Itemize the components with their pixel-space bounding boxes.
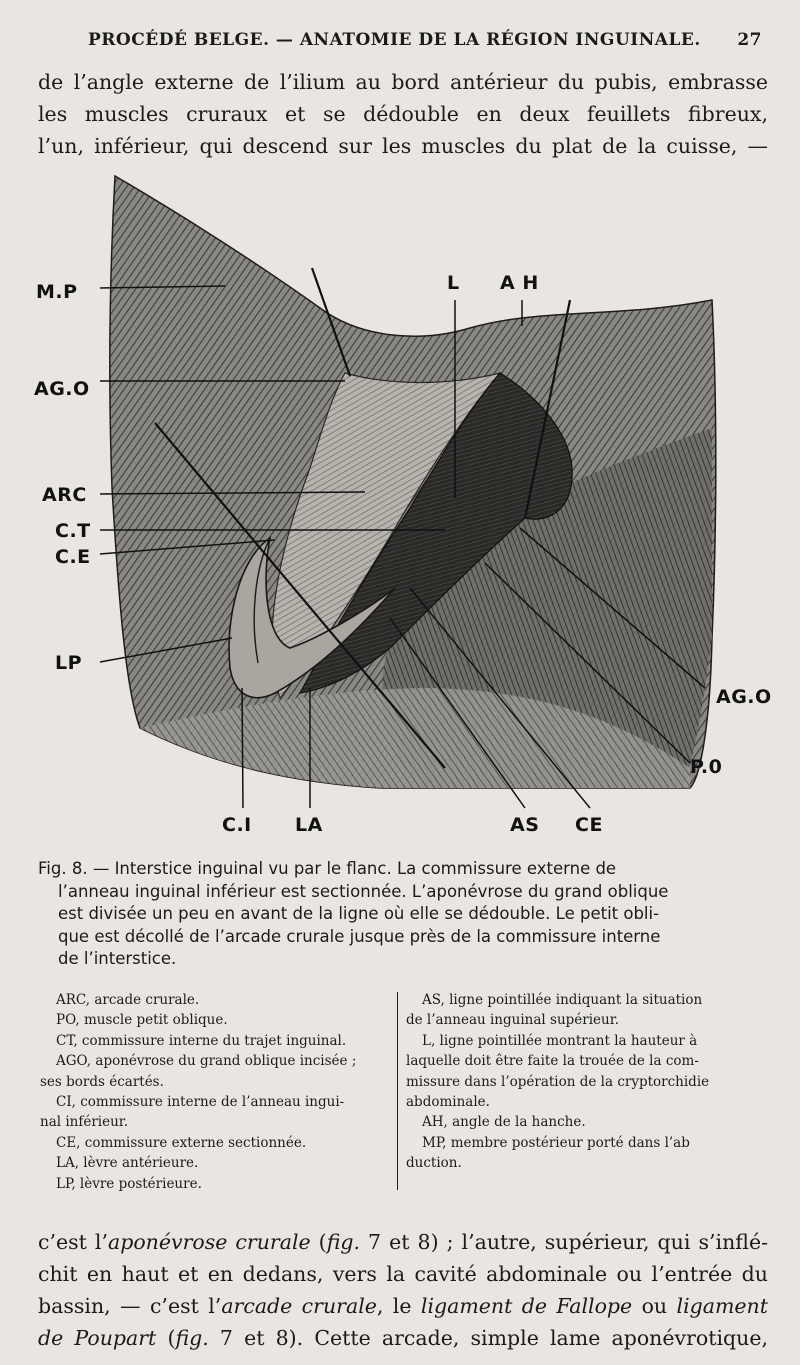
page-number: 27 xyxy=(737,30,762,50)
legend-entry: LA, lèvre antérieure. xyxy=(56,1155,199,1172)
running-title: PROCÉDÉ BELGE. — ANATOMIE DE LA RÉGION INGUINALE. xyxy=(88,30,701,50)
legend-entry: CT, commissure interne du trajet inguinal. xyxy=(56,1032,347,1049)
label-l: L xyxy=(447,272,460,294)
legend-entry: laquelle doit être faite la trouée de la com- xyxy=(406,1053,699,1070)
text-run: bassin, — c’est l’ xyxy=(38,1294,222,1318)
text-line: l’un, inférieur, qui descend sur les muscles du plat de la cuisse, — xyxy=(38,134,768,158)
running-header xyxy=(88,30,768,56)
text-run: 7 et 8) ; l’autre, supérieur, qui s’inflé- xyxy=(360,1230,768,1254)
text-run: ( xyxy=(156,1326,176,1350)
italic-term: fig. xyxy=(175,1326,209,1350)
legend-column-right xyxy=(406,990,766,1174)
legend-entry: AH, angle de la hanche. xyxy=(422,1114,586,1131)
text-run: c’est l’ xyxy=(38,1230,108,1254)
caption-line: Fig. 8. — Interstice inguinal vu par le flanc. La commissure externe de xyxy=(38,859,617,878)
legend-entry: abdominale. xyxy=(406,1094,490,1111)
legend-divider xyxy=(397,992,398,1190)
legend-entry: missure dans l’opération de la cryptorchidie xyxy=(406,1073,710,1090)
label-ce-left: C.E xyxy=(55,546,91,568)
legend-column-left xyxy=(40,990,390,1194)
legend-entry: ARC, arcade crurale. xyxy=(56,992,200,1008)
text-run: 7 et 8). Cette arcade, simple lame aponévrotique, xyxy=(208,1326,769,1350)
body-text-top xyxy=(38,66,768,162)
label-ct: C.T xyxy=(55,520,91,542)
legend-entry: nal inférieur. xyxy=(40,1114,129,1131)
caption-line: est divisée un peu en avant de la ligne où elle se dédouble. Le petit obli- xyxy=(58,904,660,923)
legend-entry: CI, commissure interne de l’anneau ingui- xyxy=(56,1094,345,1111)
figure-legend xyxy=(40,990,766,1195)
caption-line: que est décollé de l’arcade crurale jusque près de la commissure interne xyxy=(58,926,661,946)
figure-caption xyxy=(38,858,760,971)
text-line: de l’angle externe de l’ilium au bord antérieur du pubis, embrasse xyxy=(38,70,768,94)
label-po: P.0 xyxy=(690,756,723,778)
legend-entry: PO, muscle petit oblique. xyxy=(56,1012,228,1029)
label-la: LA xyxy=(295,814,323,836)
legend-entry: L, ligne pointillée montrant la hauteur à xyxy=(422,1032,698,1049)
italic-term: fig. xyxy=(326,1230,360,1254)
label-ago-left: AG.O xyxy=(34,378,90,400)
italic-term: aponévrose crurale xyxy=(108,1230,311,1254)
label-as: AS xyxy=(510,814,540,836)
text-line: chit en haut et en dedans, vers la cavité abdominale ou l’entrée du xyxy=(38,1262,768,1286)
anatomical-figure xyxy=(0,168,800,848)
label-mp: M.P xyxy=(36,281,78,303)
text-line: les muscles cruraux et se dédouble en deux feuillets fibreux, xyxy=(38,102,768,126)
caption-line: de l’interstice. xyxy=(58,949,177,968)
legend-entry: ses bords écartés. xyxy=(40,1073,164,1090)
label-ah: A H xyxy=(500,272,539,294)
text-line xyxy=(38,1226,768,1258)
legend-entry: de l’anneau inguinal supérieur. xyxy=(406,1012,619,1029)
legend-entry: CE, commissure externe sectionnée. xyxy=(56,1134,307,1151)
legend-entry: MP, membre postérieur porté dans l’ab xyxy=(422,1134,690,1151)
caption-line: l’anneau inguinal inférieur est sectionnée. L’aponévrose du grand oblique xyxy=(58,881,669,901)
body-text-bottom xyxy=(38,1226,768,1354)
text-run: ou xyxy=(632,1294,677,1318)
legend-entry: LP, lèvre postérieure. xyxy=(56,1175,202,1192)
text-run: ( xyxy=(310,1230,327,1254)
legend-entry: AGO, aponévrose du grand oblique incisée ; xyxy=(56,1053,357,1070)
legend-entry: AS, ligne pointillée indiquant la situation xyxy=(422,992,703,1008)
legend-entry: duction. xyxy=(406,1155,462,1172)
text-run: , le xyxy=(376,1294,421,1318)
text-line xyxy=(38,1322,768,1354)
label-arc: ARC xyxy=(42,484,87,506)
label-lp: LP xyxy=(55,652,83,674)
italic-term: ligament xyxy=(676,1294,768,1318)
label-ci: C.I xyxy=(222,814,252,836)
label-ce-bottom: CE xyxy=(575,814,603,836)
figure-engraving xyxy=(0,168,800,848)
italic-term: de Poupart xyxy=(38,1326,157,1350)
label-ago-right: AG.O xyxy=(716,686,772,708)
italic-term: ligament de Fallope xyxy=(420,1294,633,1318)
italic-term: arcade crurale xyxy=(221,1294,377,1318)
text-line xyxy=(38,1290,768,1322)
